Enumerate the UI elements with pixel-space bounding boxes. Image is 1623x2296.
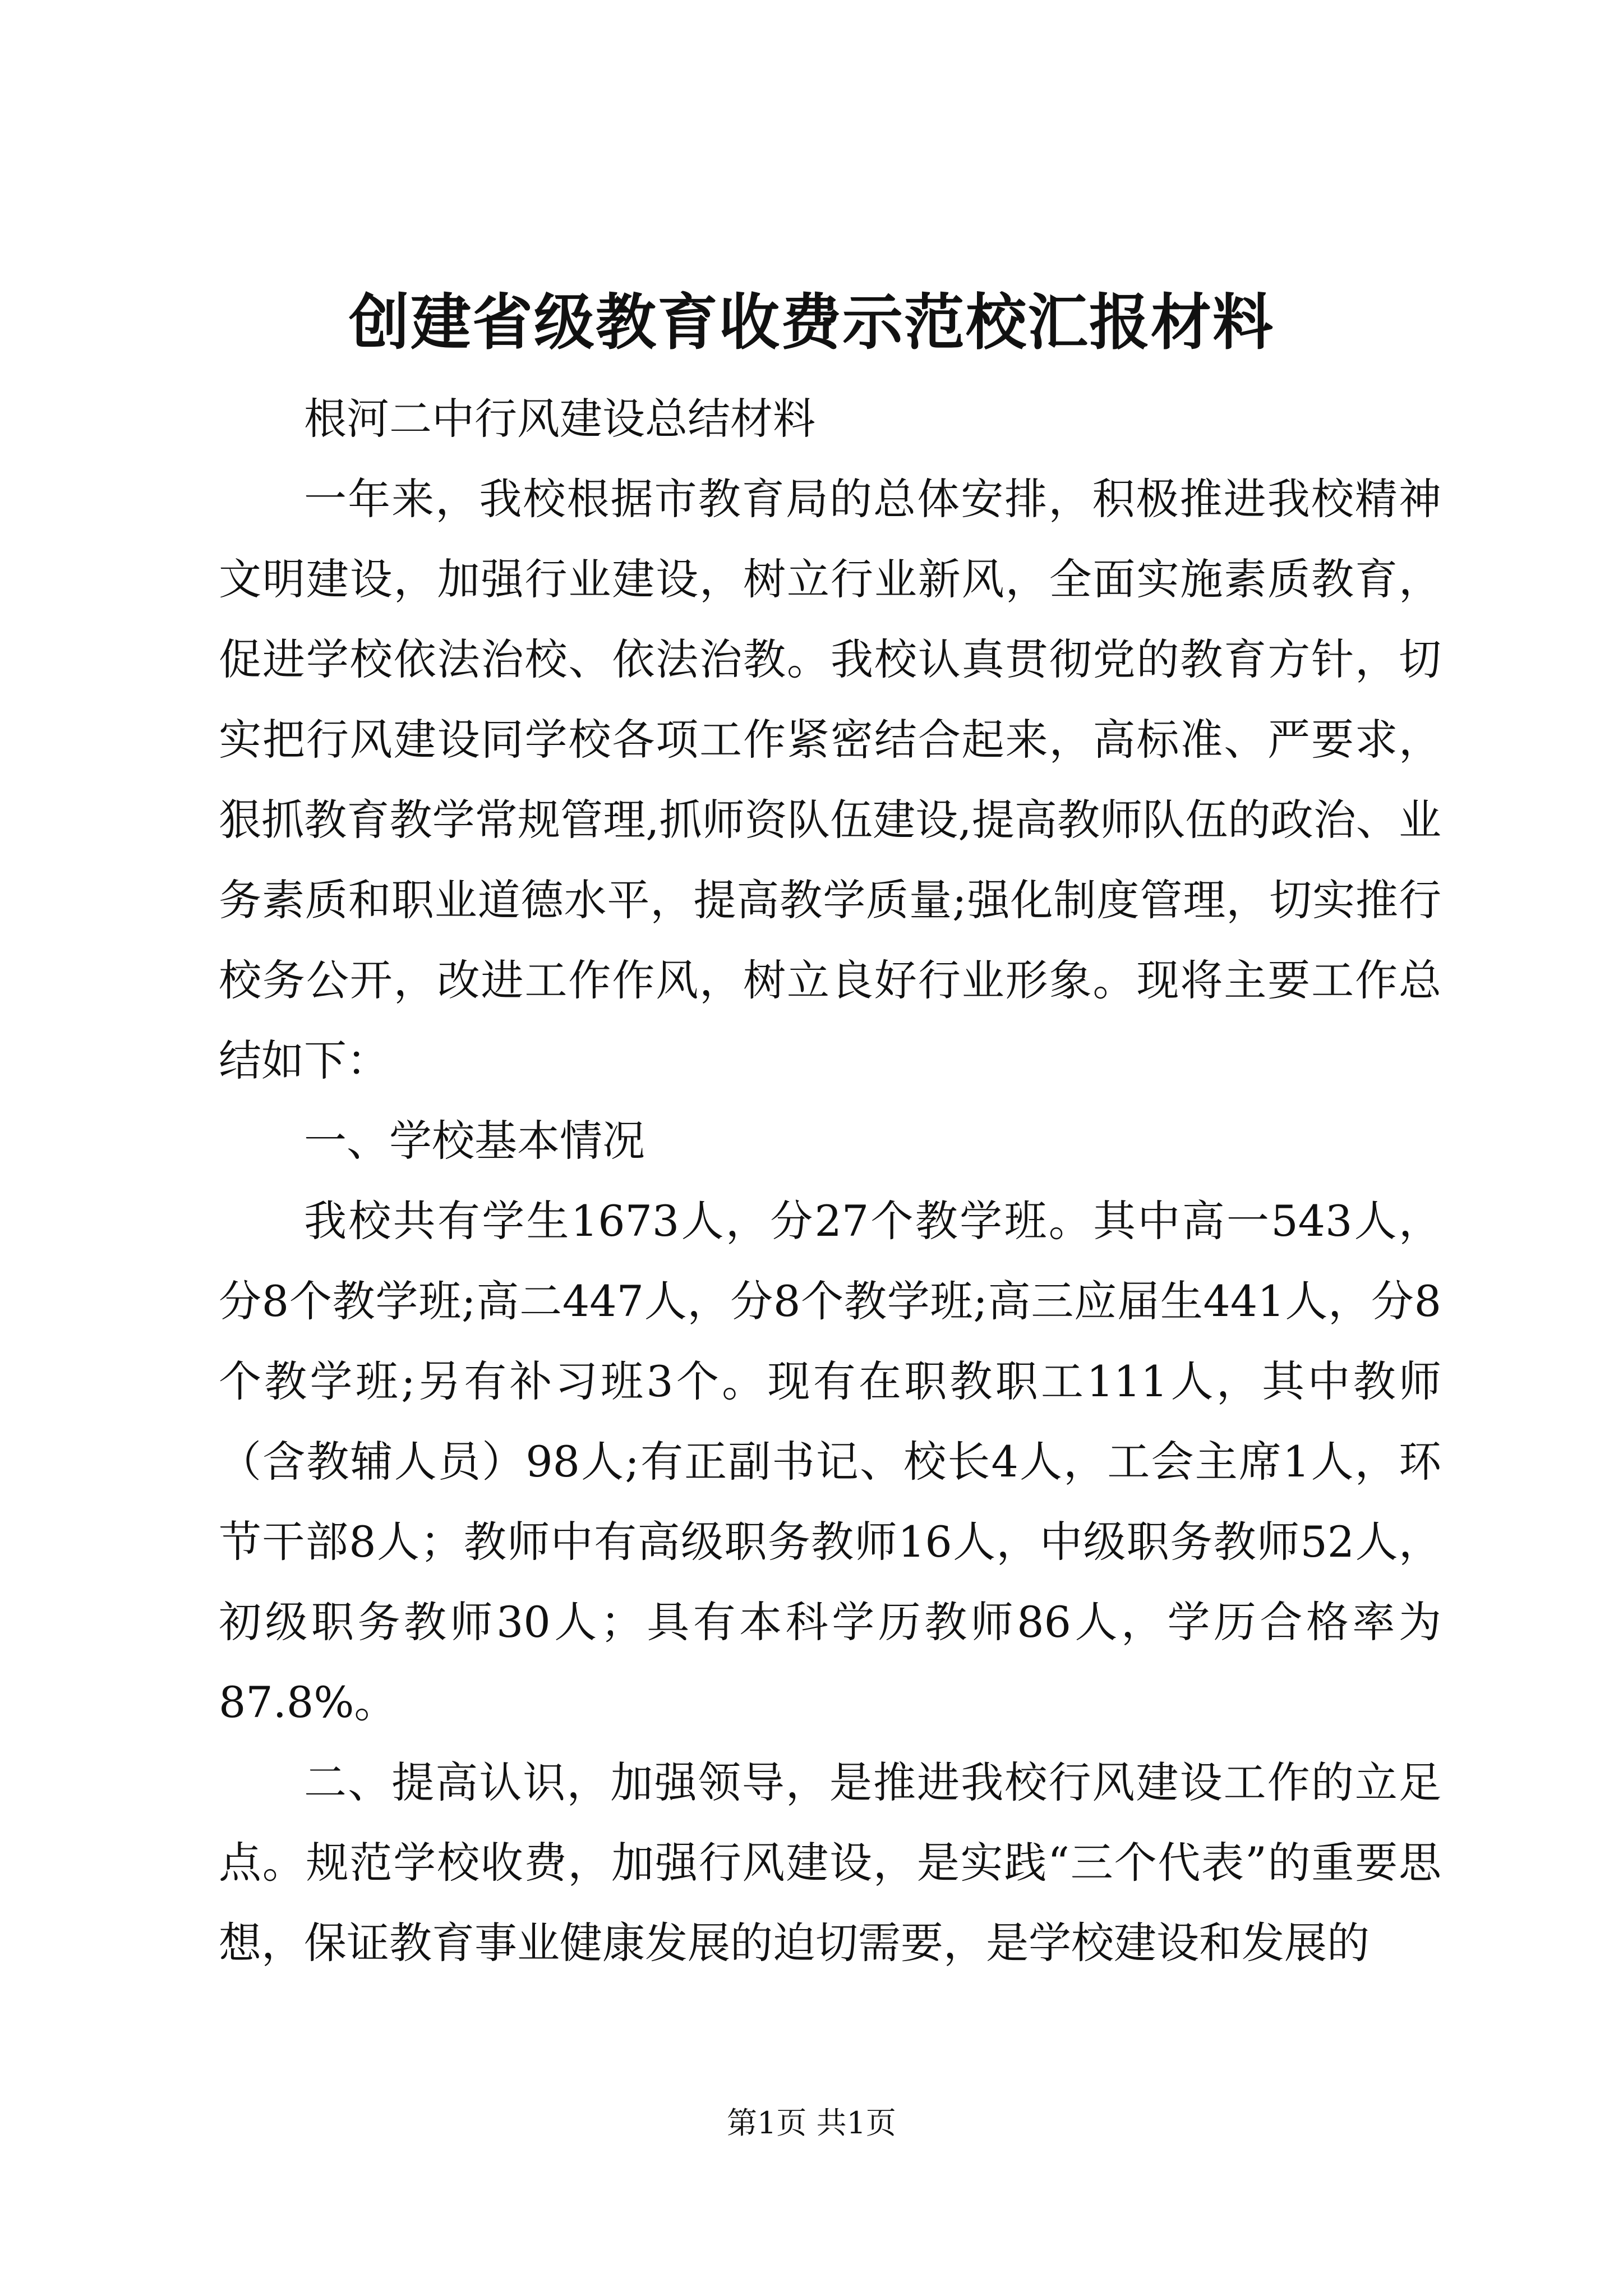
paragraph-section-two: 二、提高认识，加强领导，是推进我校行风建设工作的立足点。规范学校收费，加强行风建设，是实践“三个代表”的重要思想，保证教育事业健康发展的迫切需要，是学校建设和发展的	[219, 1757, 1441, 1968]
document-title: 创建省级教育收费示范校汇报材料	[348, 287, 1274, 358]
paragraph-intro: 一年来，我校根据市教育局的总体安排，积极推进我校精神文明建设，加强行业建设，树立行业新风，全面实施素质教育，促进学校依法治校、依法治教。我校认真贯彻党的教育方针，切实把行风建设同学校各项工作紧密结合起来，高标准、严要求，狠抓教育教学常规管理,抓师资队伍建设,提高教师队伍的政治、业务素质和职业道德水平，提高教学质量;强化制度管理，切实推行校务公开，改进工作作风，树立良好行业形象。现将主要工作总结如下：	[219, 474, 1441, 1085]
document-body	[219, 379, 1441, 1983]
paragraph-subtitle: 根河二中行风建设总结材料	[304, 394, 815, 444]
paragraph-basic-info: 我校共有学生1673人，分27个教学班。其中高一543人，分8个教学班;高二447人，分8个教学班;高三应届生441人，分8个教学班;另有补习班3个。现有在职教职工111人，其中教师（含教辅人员）98人;有正副书记、校长4人，工会主席1人，环节干部8人；教师中有高级职务教师16人，中级职务教师52人，初级职务教师30人；具有本科学历教师86人，学历合格率为87.8%。	[219, 1196, 1441, 1727]
section-heading-basic-info: 一、学校基本情况	[304, 1116, 645, 1166]
page-footer: 第1页 共1页	[727, 2105, 896, 2141]
